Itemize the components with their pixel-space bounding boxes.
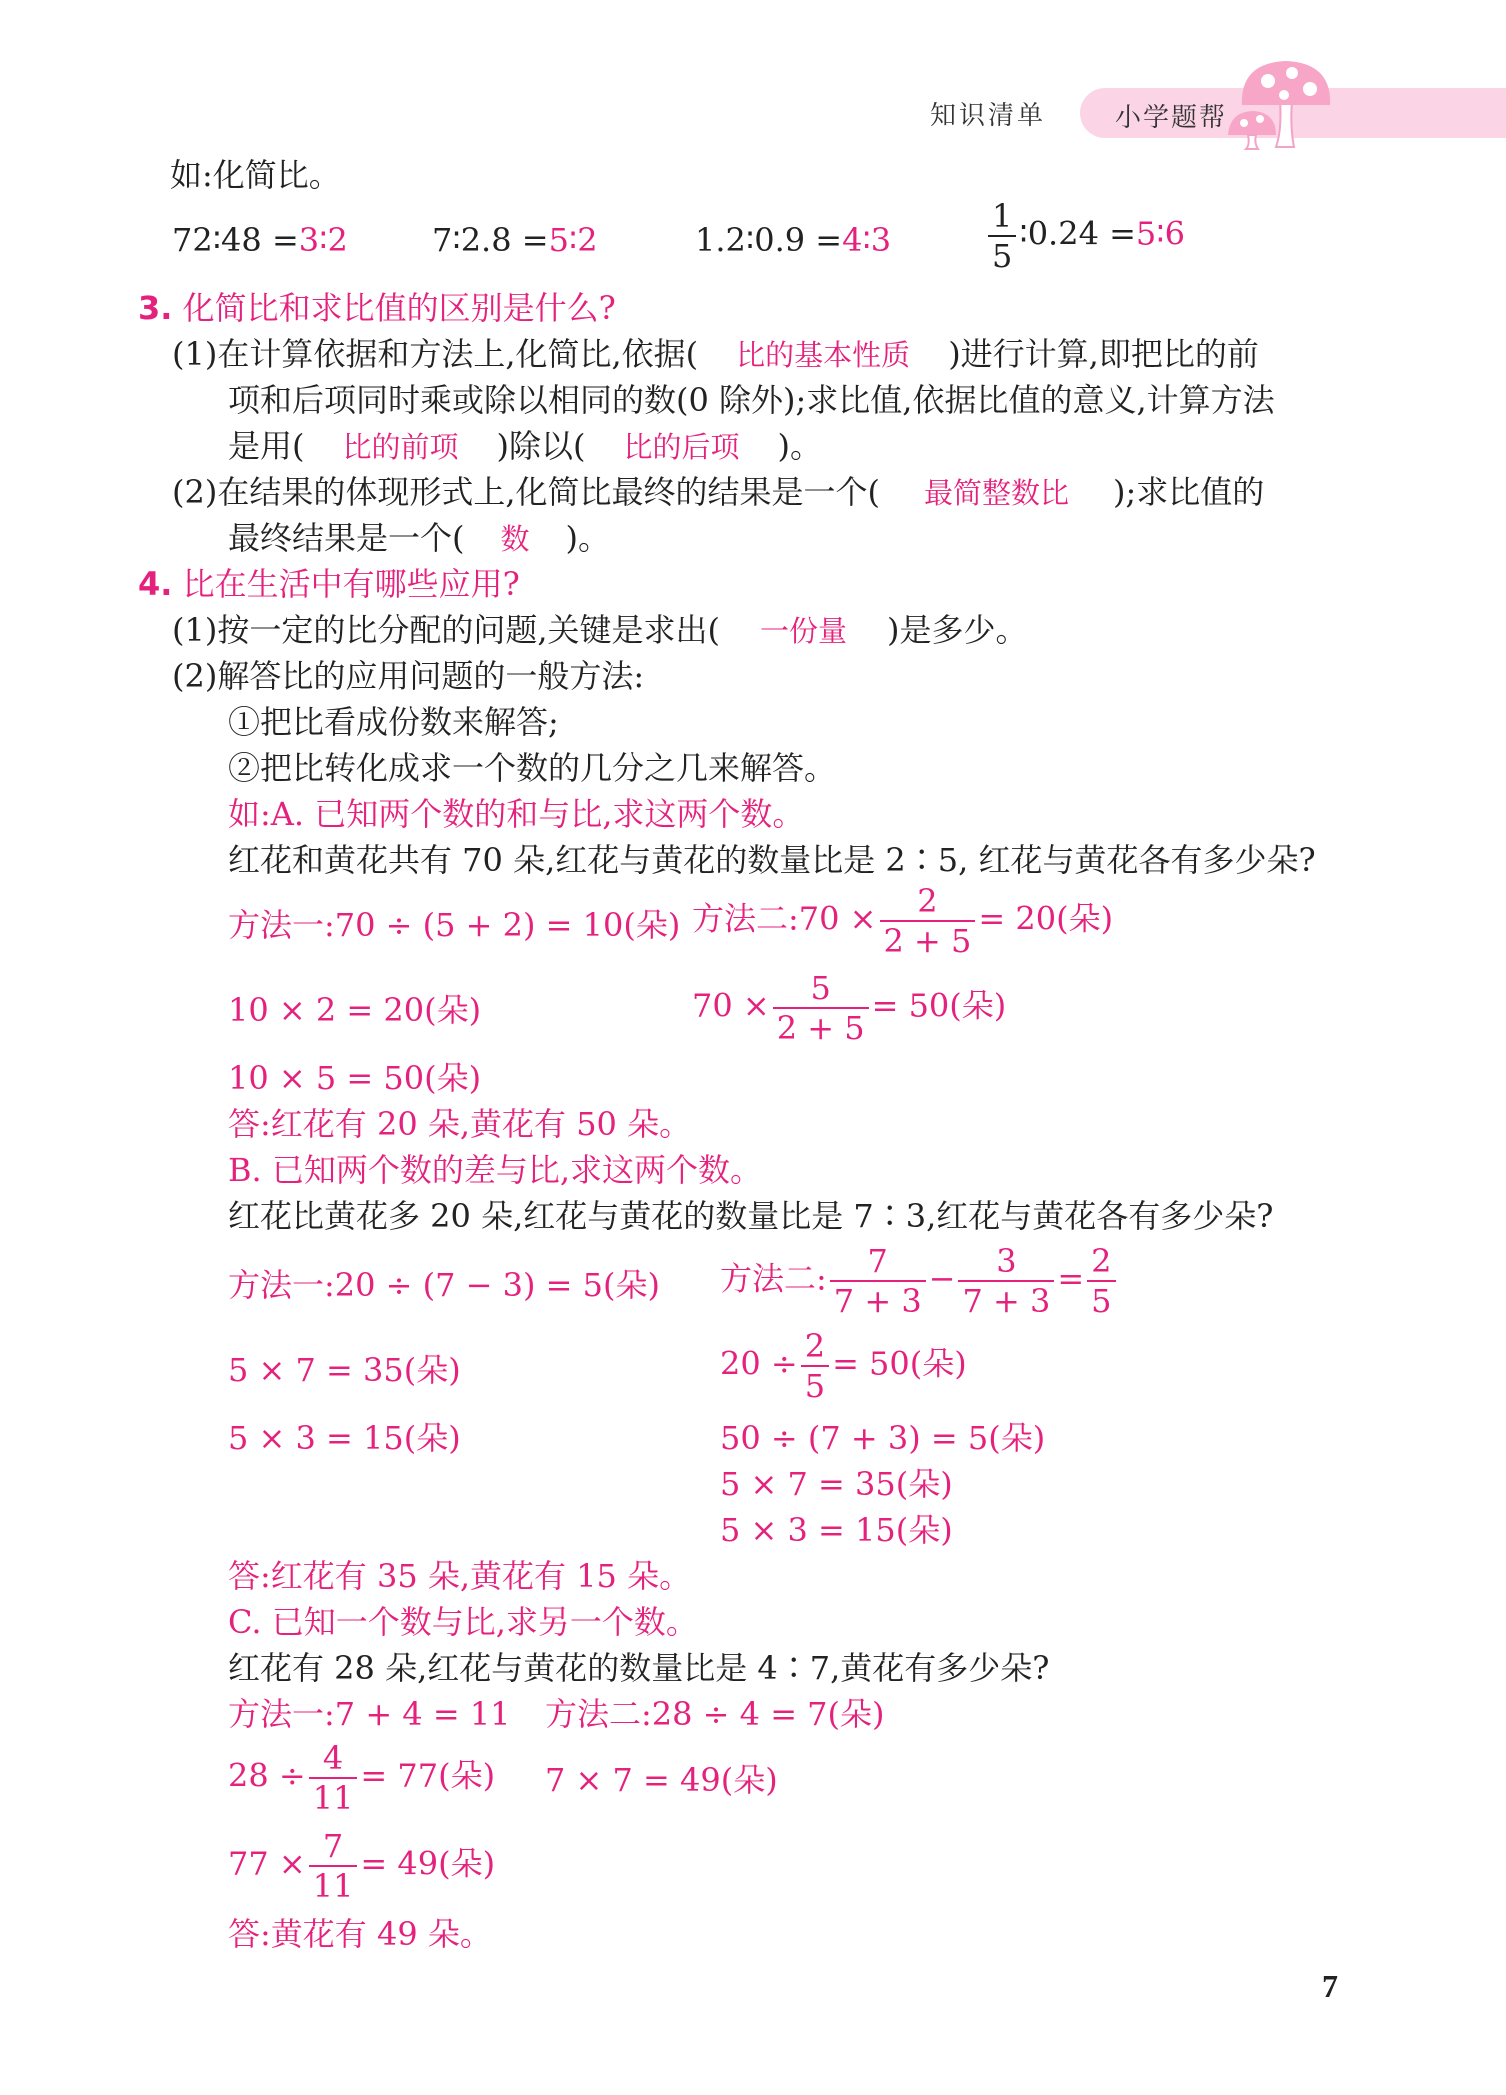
- example-c-method1-line2: 28 ÷ $\frac{4}{11}$ = 77(朵): [228, 1739, 496, 1817]
- example-b-method2-line1: 方法二: $\frac{7}{7 + 3}$ − $\frac{3}{7 + 3}$ = $\frac{2}{5}$: [720, 1245, 1119, 1317]
- fill-blank-answer: 比的基本性质: [736, 338, 911, 372]
- example-b-method2-line2: 20 ÷ $\frac{2}{5}$ = 50(朵): [720, 1327, 967, 1405]
- fraction: $\frac{5}{2 + 5}$: [773, 972, 869, 1044]
- example-a-heading: 如:A. 已知两个数的和与比,求这两个数。: [228, 795, 805, 833]
- method-2: ②把比转化成求一个数的几分之几来解答。: [228, 749, 837, 787]
- ratio-item: [695, 220, 891, 260]
- section-title: 知识清单: [930, 101, 1047, 131]
- example-c-method2-line2: 7 × 7 = 49(朵): [545, 1761, 778, 1799]
- ratio-item: [432, 220, 598, 260]
- fraction: $\frac{2}{5}$: [801, 1330, 829, 1402]
- example-c-method2-line1: 方法二:28 ÷ 4 = 7(朵): [545, 1695, 885, 1733]
- example-a-method1-line1: 方法一:70 ÷ (5 + 2) = 10(朵): [228, 906, 681, 944]
- fill-blank-answer: 数: [500, 522, 530, 556]
- fraction: $\frac{7}{7 + 3}$: [830, 1245, 926, 1317]
- q3-paragraph-1-line-2: 项和后项同时乘或除以相同的数(0 除外);求比值,依据比值的意义,计算方法: [228, 381, 1275, 419]
- mushroom-icon: [1220, 55, 1350, 154]
- ratio-question: 7∶2.8 =: [432, 221, 549, 259]
- fraction: $\frac{4}{11}$: [309, 1742, 358, 1814]
- ratio-question: ∶0.24 =: [1019, 214, 1136, 253]
- ratio-answer: 3∶2: [298, 221, 348, 259]
- ratio-answer: 5∶2: [548, 221, 598, 259]
- question-4-heading: 4. 比在生活中有哪些应用?: [138, 565, 520, 603]
- page-number: 7: [1322, 1968, 1338, 2004]
- example-b-method2-line5: 5 × 3 = 15(朵): [720, 1511, 953, 1549]
- fill-blank-answer: 比的后项: [623, 430, 740, 464]
- fraction: $\frac{3}{7 + 3}$: [958, 1245, 1054, 1317]
- q3-paragraph-1: (1)在计算依据和方法上,化简比,依据( 比的基本性质 )进行计算,即把比的前: [172, 335, 1259, 373]
- example-c-answer: 答:黄花有 49 朵。: [228, 1915, 492, 1953]
- example-c-heading: C. 已知一个数与比,求另一个数。: [228, 1603, 698, 1641]
- example-c-problem: 红花有 28 朵,红花与黄花的数量比是 4∶7,黄花有多少朵?: [228, 1649, 1050, 1687]
- q4-paragraph-2: (2)解答比的应用问题的一般方法:: [172, 657, 645, 695]
- example-intro: 如:化简比。: [170, 156, 341, 194]
- ratio-item: [172, 220, 348, 260]
- ratio-answer: 4∶3: [842, 221, 892, 259]
- fraction: $\frac{7}{11}$: [309, 1830, 358, 1902]
- example-b-heading: B. 已知两个数的差与比,求这两个数。: [228, 1151, 763, 1189]
- ratio-answer: 5∶6: [1135, 214, 1185, 253]
- example-a-answer: 答:红花有 20 朵,黄花有 50 朵。: [228, 1105, 692, 1143]
- brand-tag: 小学题帮: [1115, 103, 1228, 133]
- example-c-method1-line1: 方法一:7 + 4 = 11: [228, 1695, 511, 1733]
- fill-blank-answer: 一份量: [760, 614, 848, 648]
- example-a-method1-line2: 10 × 2 = 20(朵): [228, 991, 482, 1029]
- example-a-method1-line3: 10 × 5 = 50(朵): [228, 1059, 482, 1097]
- ratio-question: 1.2∶0.9 =: [695, 221, 843, 259]
- fraction: $\frac{2}{2 + 5}$: [880, 885, 976, 957]
- example-a-method2-line1: 方法二:70 × $\frac{2}{2 + 5}$ = 20(朵): [692, 882, 1114, 960]
- q3-paragraph-1-line-3: 是用( 比的前项 )除以( 比的后项 )。: [228, 427, 823, 465]
- example-b-problem: 红花比黄花多 20 朵,红花与黄花的数量比是 7∶3,红花与黄花各有多少朵?: [228, 1197, 1274, 1235]
- q3-paragraph-2-line-2: 最终结果是一个( 数 )。: [228, 519, 611, 557]
- q4-paragraph-1: (1)按一定的比分配的问题,关键是求出( 一份量 )是多少。: [172, 611, 1028, 649]
- fraction: $\frac{1}{5}$: [988, 200, 1016, 272]
- fill-blank-answer: 最简整数比: [924, 476, 1070, 510]
- example-b-method1-line3: 5 × 3 = 15(朵): [228, 1419, 461, 1457]
- ratio-item: [985, 197, 1185, 275]
- example-b-method1-line2: 5 × 7 = 35(朵): [228, 1351, 461, 1389]
- example-b-method2-line4: 5 × 7 = 35(朵): [720, 1465, 953, 1503]
- example-c-method1-line3: 77 × $\frac{7}{11}$ = 49(朵): [228, 1827, 496, 1905]
- fraction: $\frac{2}{5}$: [1087, 1245, 1115, 1317]
- fill-blank-answer: 比的前项: [342, 430, 459, 464]
- example-a-problem: 红花和黄花共有 70 朵,红花与黄花的数量比是 2∶5, 红花与黄花各有多少朵?: [228, 841, 1316, 879]
- method-1: ①把比看成份数来解答;: [228, 703, 559, 741]
- question-3-heading: 3. 化简比和求比值的区别是什么?: [138, 289, 616, 327]
- q3-paragraph-2: (2)在结果的体现形式上,化简比最终的结果是一个( 最简整数比 );求比值的: [172, 473, 1265, 511]
- example-a-method2-line2: 70 × $\frac{5}{2 + 5}$ = 50(朵): [692, 969, 1007, 1047]
- example-b-method2-line3: 50 ÷ (7 + 3) = 5(朵): [720, 1419, 1046, 1457]
- ratio-question: 72∶48 =: [172, 221, 299, 259]
- example-b-answer: 答:红花有 35 朵,黄花有 15 朵。: [228, 1557, 692, 1595]
- example-b-method1-line1: 方法一:20 ÷ (7 − 3) = 5(朵): [228, 1266, 660, 1304]
